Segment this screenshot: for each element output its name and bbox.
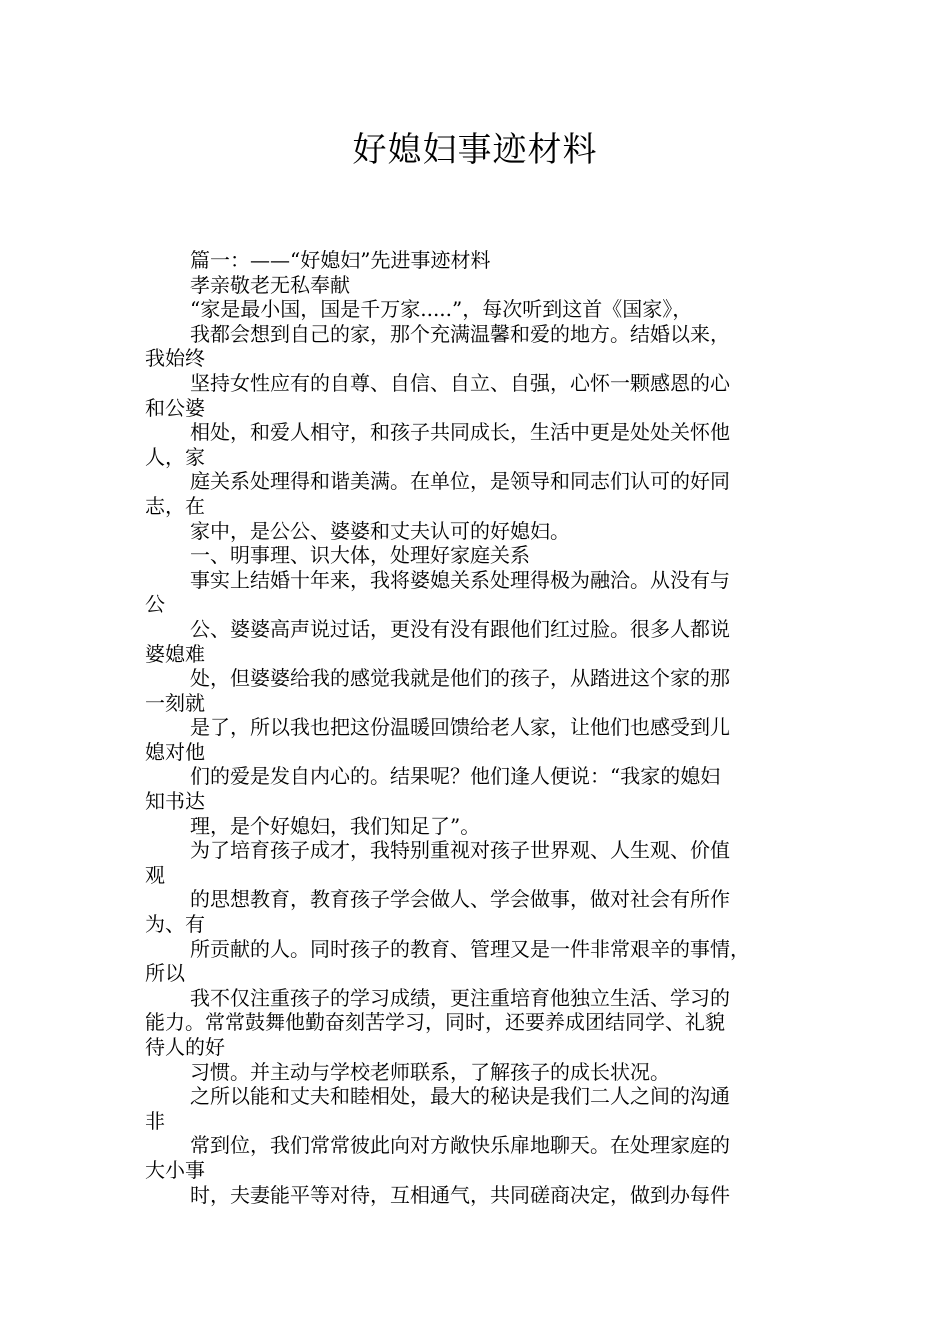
document-body [145,248,825,1207]
text-line: 婆媳难 [145,641,205,666]
text-line: 待人的好 [145,1035,225,1059]
text-line: 我不仅注重孩子的学习成绩，更注重培育他独立生活、学习的 [190,985,730,1010]
text-line: 能力。常常鼓舞他勤奋刻苦学习，同时，还要养成团结同学、礼貌 [145,1010,725,1035]
text-line: 一、明事理、识大体，处理好家庭关系 [190,543,530,568]
text-line: 坚持女性应有的自尊、自信、自立、自强，心怀一颗感恩的心 [190,370,730,395]
text-line: 是了，所以我也把这份温暖回馈给老人家，让他们也感受到儿 [190,715,730,740]
text-line: 事实上结婚十年来，我将婆媳关系处理得极为融洽。从没有与 [190,567,730,592]
text-line: 时，夫妻能平等对待，互相通气，共同磋商决定，做到办每件 [190,1182,730,1207]
text-line: 为、有 [145,912,205,937]
text-line: 媳对他 [145,739,205,764]
text-line: 的思想教育，教育孩子学会做人、学会做事，做对社会有所作 [190,887,730,912]
text-line: 我都会想到自己的家，那个充满温馨和爱的地方。结婚以来， [190,321,730,346]
text-line: 之所以能和丈夫和睦相处，最大的秘诀是我们二人之间的沟通 [190,1084,730,1109]
text-line: 孝亲敬老无私奉献 [190,272,350,297]
text-line: 相处，和爱人相守，和孩子共同成长，生活中更是处处关怀他 [190,420,730,445]
text-line: 知书达 [145,789,205,814]
text-line: 公 [145,592,165,617]
text-line: 们的爱是发自内心的。结果呢？他们逢人便说：“我家的媳妇 [190,764,721,789]
text-line: 非 [145,1108,165,1133]
text-line: 为了培育孩子成才，我特别重视对孩子世界观、人生观、价值 [190,838,730,863]
text-line: 一刻就 [145,690,205,715]
text-line: 常到位，我们常常彼此向对方敞快乐扉地聊天。在处理家庭的 [190,1133,730,1158]
text-line: “家是最小国，国是千万家.....”，每次听到这首《国家》， [190,297,693,322]
text-line: 大小事 [145,1157,205,1182]
text-line: 公、婆婆高声说过话，更没有没有跟他们红过脸。很多人都说 [190,616,730,641]
text-line: 我始终 [145,346,205,371]
text-line: 庭关系处理得和谐美满。在单位，是领导和同志们认可的好同 [190,469,730,494]
text-line: 人，家 [145,444,205,469]
text-line: 所以 [145,961,185,986]
text-line: 处，但婆婆给我的感觉我就是他们的孩子，从踏进这个家的那 [190,666,730,691]
text-line: 习惯。并主动与学校老师联系，了解孩子的成长状况。 [190,1059,670,1084]
text-line: 所贡献的人。同时孩子的教育、管理又是一件非常艰辛的事情， [190,936,750,961]
text-line: 志，在 [145,493,205,518]
text-line: 理，是个好媳妇，我们知足了”。 [190,813,481,838]
text-line: 观 [145,862,165,887]
text-line: 家中，是公公、婆婆和丈夫认可的好媳妇。 [190,518,570,543]
text-line: 篇一：——“好媳妇”先进事迹材料 [190,248,491,272]
document-title: 好媳妇事迹材料 [352,130,598,170]
text-line: 和公婆 [145,395,205,420]
